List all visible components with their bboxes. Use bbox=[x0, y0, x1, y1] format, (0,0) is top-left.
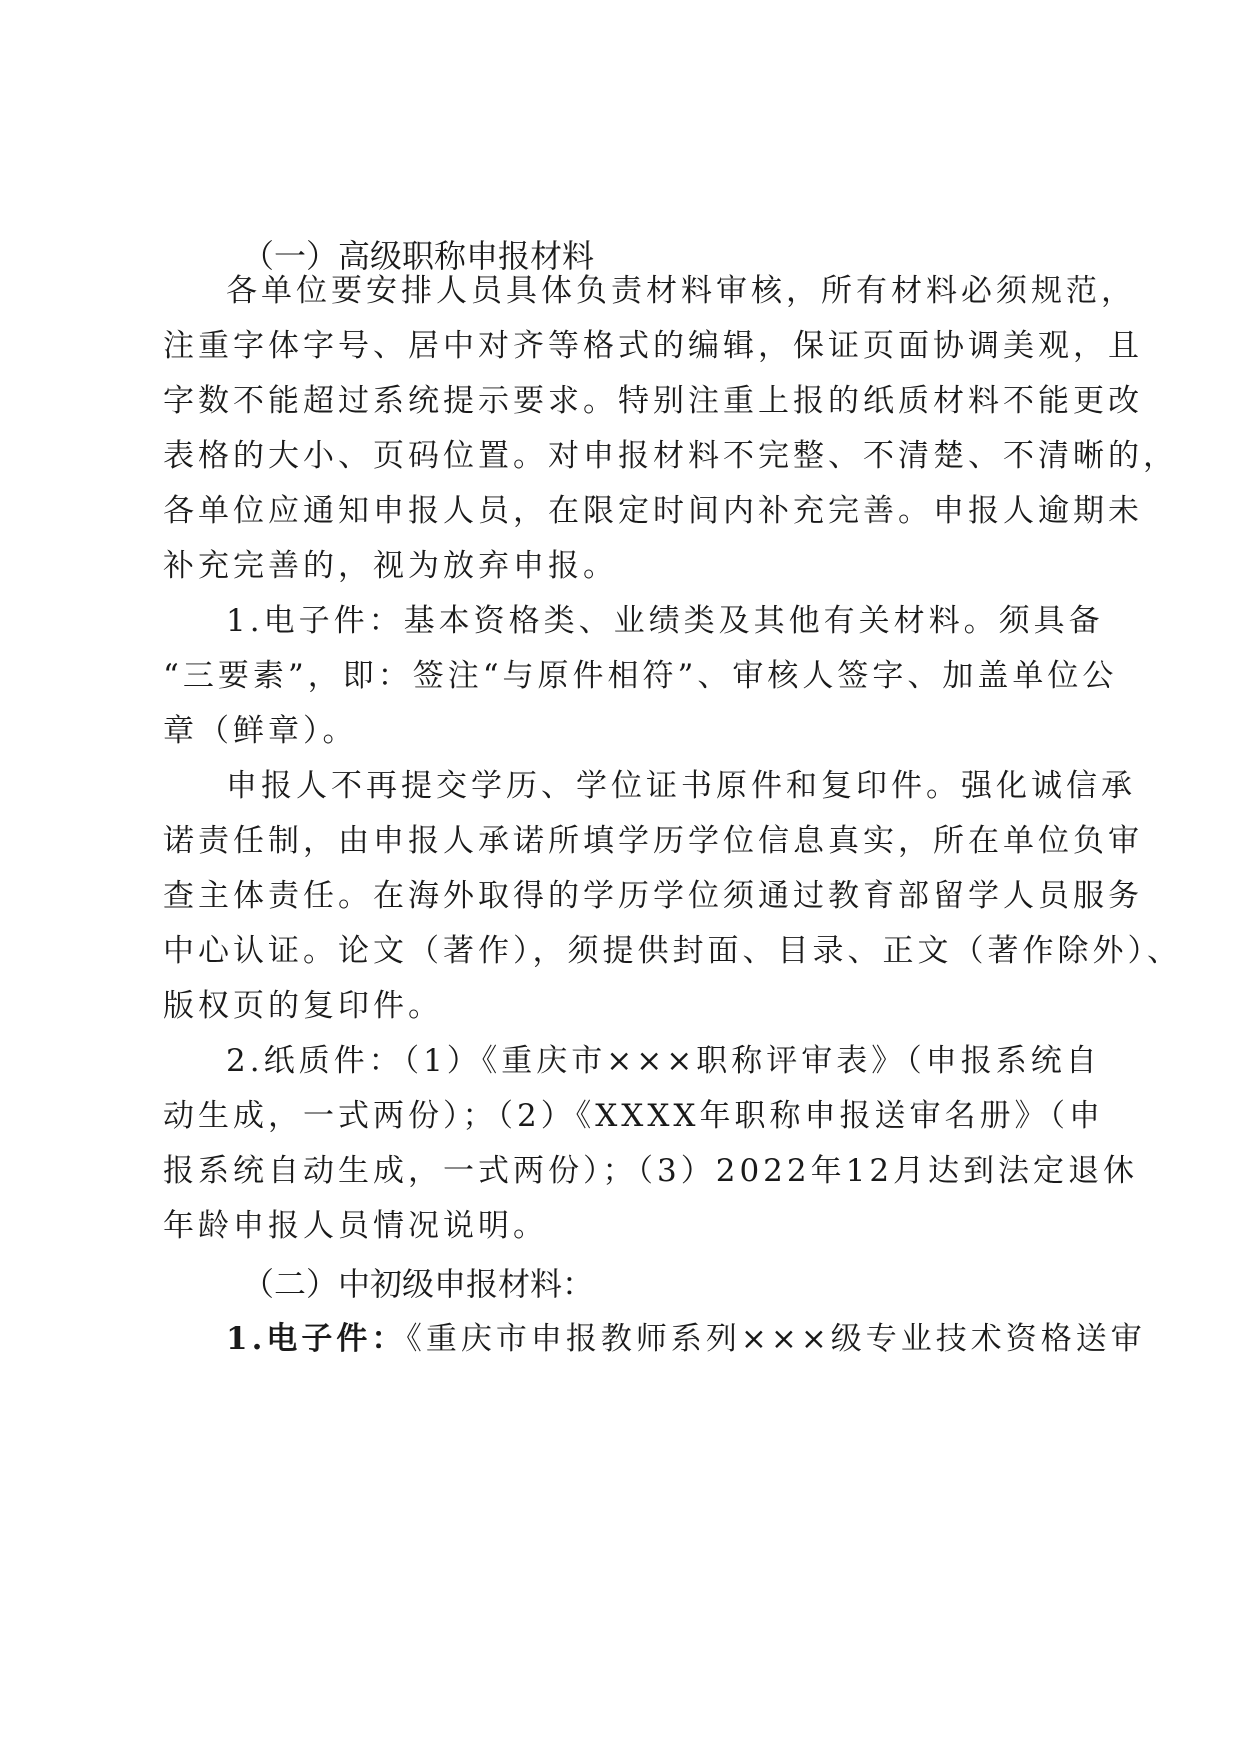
paragraph-line: 年龄申报人员情况说明。 bbox=[163, 1208, 548, 1244]
section-heading-intermediate: （二）中初级申报材料： bbox=[242, 1265, 595, 1303]
paragraph-line: 各单位应通知申报人员，在限定时间内补充完善。申报人逾期未 bbox=[163, 493, 1143, 529]
paragraph-line bbox=[226, 1319, 1146, 1359]
paragraph-line: 诺责任制，由申报人承诺所填学历学位信息真实，所在单位负审 bbox=[163, 823, 1143, 859]
paragraph-line: 2.纸质件：（1）《重庆市×××职称评审表》（申报系统自 bbox=[226, 1043, 1101, 1079]
paragraph-line: 动生成，一式两份）；（2）《XXXX年职称申报送审名册》（申 bbox=[163, 1098, 1104, 1134]
paragraph-line: “三要素”，即：签注“与原件相符”、审核人签字、加盖单位公 bbox=[163, 658, 1118, 694]
paragraph-line: 补充完善的，视为放弃申报。 bbox=[163, 548, 618, 584]
paragraph-line: 申报人不再提交学历、学位证书原件和复印件。强化诚信承 bbox=[226, 768, 1136, 804]
paragraph-line: 字数不能超过系统提示要求。特别注重上报的纸质材料不能更改 bbox=[163, 383, 1143, 419]
item-label: 1.电子件： bbox=[226, 1321, 407, 1357]
paragraph-line: 各单位要安排人员具体负责材料审核，所有材料必须规范， bbox=[226, 273, 1136, 309]
paragraph-line: 中心认证。论文（著作），须提供封面、目录、正文（著作除外）、 bbox=[163, 933, 1182, 969]
paragraph-line: 注重字体字号、居中对齐等格式的编辑，保证页面协调美观，且 bbox=[163, 328, 1143, 364]
section-heading-senior: （一）高级职称申报材料 bbox=[242, 237, 595, 275]
paragraph-line: 章（鲜章）。 bbox=[163, 713, 358, 749]
paragraph-line: 查主体责任。在海外取得的学历学位须通过教育部留学人员服务 bbox=[163, 878, 1143, 914]
item-text: 《重庆市申报教师系列×××级专业技术资格送审 bbox=[406, 1321, 1146, 1357]
paragraph-line: 1.电子件：基本资格类、业绩类及其他有关材料。须具备 bbox=[226, 603, 1104, 639]
paragraph-line: 报系统自动生成，一式两份）；（3）2022年12月达到法定退休 bbox=[163, 1153, 1139, 1189]
paragraph-line: 版权页的复印件。 bbox=[163, 988, 443, 1024]
paragraph-line: 表格的大小、页码位置。对申报材料不完整、不清楚、不清晰的， bbox=[163, 438, 1178, 474]
